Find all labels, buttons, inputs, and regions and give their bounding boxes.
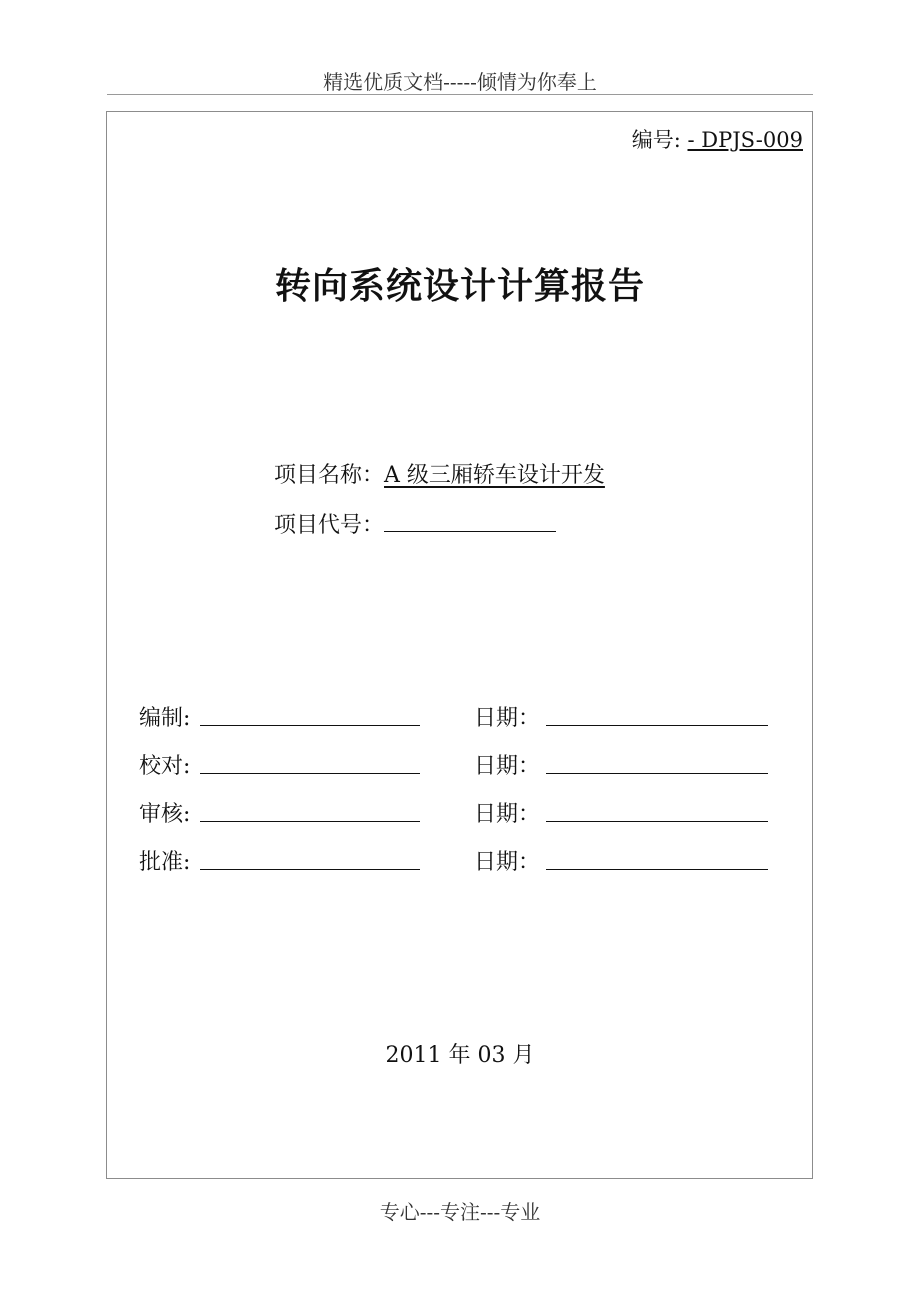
page-header: 精选优质文档-----倾情为你奉上 <box>323 70 597 94</box>
document-date: 2011 年 03 月 <box>385 1043 535 1068</box>
signoff-row-proofread <box>139 749 779 779</box>
signoff-row-review <box>139 797 779 827</box>
signature-line[interactable] <box>200 869 420 870</box>
signoff-date-label: 日期： <box>474 850 541 875</box>
signoff-role-label: 批准: <box>139 850 191 875</box>
signoff-role-label: 审核: <box>139 802 191 827</box>
project-name-row <box>274 458 605 489</box>
page-footer: 专心---专注---专业 <box>379 1200 541 1224</box>
signature-line[interactable] <box>200 725 420 726</box>
signature-line[interactable] <box>200 773 420 774</box>
project-name-label: 项目名称： <box>274 463 385 488</box>
date-line[interactable] <box>546 773 768 774</box>
document-number-value: - DPJS-009 <box>687 128 803 152</box>
document-title: 转向系统设计计算报告 <box>274 265 645 307</box>
document-number <box>632 124 803 154</box>
signoff-role-label: 校对: <box>139 754 191 779</box>
signoff-role-label: 编制: <box>139 706 191 731</box>
signoff-date-label: 日期： <box>474 802 541 827</box>
date-line[interactable] <box>546 725 768 726</box>
header-divider <box>107 94 813 95</box>
project-code-row <box>274 508 556 539</box>
signoff-date-label: 日期： <box>474 754 541 779</box>
signature-line[interactable] <box>200 821 420 822</box>
date-line[interactable] <box>546 869 768 870</box>
document-number-label: 编号: <box>631 128 688 152</box>
signoff-row-approve <box>139 845 779 875</box>
project-code-field[interactable] <box>384 511 556 532</box>
project-name-value: A 级三厢轿车设计开发 <box>384 463 605 488</box>
project-code-label: 项目代号： <box>274 513 385 538</box>
signoff-date-label: 日期： <box>474 706 541 731</box>
date-line[interactable] <box>546 821 768 822</box>
signoff-row-compile <box>139 701 779 731</box>
